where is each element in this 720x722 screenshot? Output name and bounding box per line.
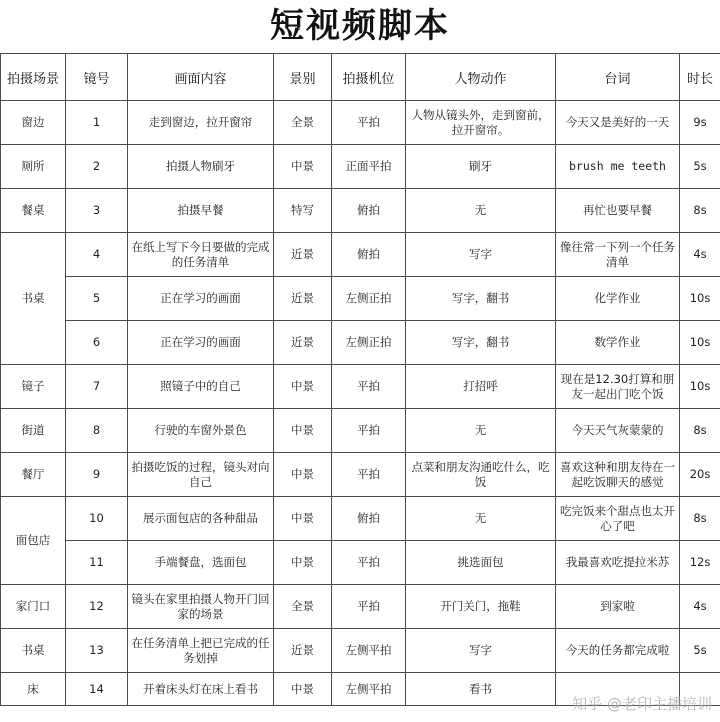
table-row xyxy=(1,145,720,189)
camera-cell: 平拍 xyxy=(332,585,406,629)
duration-cell: 20s xyxy=(680,453,720,497)
framing-cell: 中景 xyxy=(274,673,332,706)
duration-cell: 9s xyxy=(680,101,720,145)
framing-cell: 近景 xyxy=(274,629,332,673)
line-cell: 数学作业 xyxy=(556,321,680,365)
framing-cell: 中景 xyxy=(274,145,332,189)
table-row xyxy=(1,277,720,321)
duration-cell: 10s xyxy=(680,321,720,365)
camera-cell: 平拍 xyxy=(332,409,406,453)
content-cell: 行驶的车窗外景色 xyxy=(128,409,274,453)
framing-cell: 中景 xyxy=(274,453,332,497)
duration-cell: 4s xyxy=(680,233,720,277)
header-content: 画面内容 xyxy=(128,54,274,101)
header-camera: 拍摄机位 xyxy=(332,54,406,101)
camera-cell: 左侧平拍 xyxy=(332,629,406,673)
duration-cell: 8s xyxy=(680,189,720,233)
camera-cell: 平拍 xyxy=(332,365,406,409)
line-cell: 今天天气灰蒙蒙的 xyxy=(556,409,680,453)
action-cell: 刷牙 xyxy=(406,145,556,189)
content-cell: 走到窗边，拉开窗帘 xyxy=(128,101,274,145)
framing-cell: 近景 xyxy=(274,321,332,365)
table-row xyxy=(1,321,720,365)
content-cell: 拍摄人物刷牙 xyxy=(128,145,274,189)
content-cell: 照镜子中的自己 xyxy=(128,365,274,409)
shot-cell: 2 xyxy=(66,145,128,189)
page-title: 短视频脚本 xyxy=(270,6,450,46)
watermark: 知乎 @老印主播培训 xyxy=(572,695,712,713)
camera-cell: 平拍 xyxy=(332,541,406,585)
line-cell: 我最喜欢吃提拉米苏 xyxy=(556,541,680,585)
framing-cell: 中景 xyxy=(274,365,332,409)
line-cell: 吃完饭来个甜点也太开心了吧 xyxy=(556,497,680,541)
line-cell: 到家啦 xyxy=(556,585,680,629)
shot-cell: 9 xyxy=(66,453,128,497)
framing-cell: 中景 xyxy=(274,541,332,585)
content-cell: 正在学习的画面 xyxy=(128,321,274,365)
shot-cell: 14 xyxy=(66,673,128,706)
table-row xyxy=(1,409,720,453)
framing-cell: 全景 xyxy=(274,101,332,145)
scene-cell: 书桌 xyxy=(1,233,66,365)
duration-cell: 8s xyxy=(680,409,720,453)
table-row xyxy=(1,233,720,277)
framing-cell: 全景 xyxy=(274,585,332,629)
action-cell: 写字，翻书 xyxy=(406,277,556,321)
script-table xyxy=(0,53,720,706)
duration-cell: 5s xyxy=(680,629,720,673)
camera-cell: 左侧正拍 xyxy=(332,321,406,365)
camera-cell: 正面平拍 xyxy=(332,145,406,189)
action-cell: 写字 xyxy=(406,629,556,673)
scene-cell: 窗边 xyxy=(1,101,66,145)
action-cell: 点菜和朋友沟通吃什么，吃饭 xyxy=(406,453,556,497)
header-line: 台词 xyxy=(556,54,680,101)
action-cell: 无 xyxy=(406,409,556,453)
shot-cell: 4 xyxy=(66,233,128,277)
scene-cell: 厕所 xyxy=(1,145,66,189)
action-cell: 写字，翻书 xyxy=(406,321,556,365)
scene-cell: 餐桌 xyxy=(1,189,66,233)
content-cell: 镜头在家里拍摄人物开门回家的场景 xyxy=(128,585,274,629)
action-cell: 写字 xyxy=(406,233,556,277)
scene-cell: 书桌 xyxy=(1,629,66,673)
content-cell: 在任务清单上把已完成的任务划掉 xyxy=(128,629,274,673)
table-row xyxy=(1,541,720,585)
scene-cell: 镜子 xyxy=(1,365,66,409)
table-row xyxy=(1,585,720,629)
table-row xyxy=(1,629,720,673)
scene-cell: 街道 xyxy=(1,409,66,453)
scene-cell: 面包店 xyxy=(1,497,66,585)
framing-cell: 中景 xyxy=(274,497,332,541)
action-cell: 开门关门，拖鞋 xyxy=(406,585,556,629)
content-cell: 展示面包店的各种甜品 xyxy=(128,497,274,541)
framing-cell: 中景 xyxy=(274,409,332,453)
scene-cell: 家门口 xyxy=(1,585,66,629)
content-cell: 正在学习的画面 xyxy=(128,277,274,321)
duration-cell: 4s xyxy=(680,585,720,629)
header-row xyxy=(1,54,720,101)
action-cell: 无 xyxy=(406,497,556,541)
line-cell: 喜欢这种和朋友待在一起吃饭聊天的感觉 xyxy=(556,453,680,497)
shot-cell: 13 xyxy=(66,629,128,673)
shot-cell: 10 xyxy=(66,497,128,541)
table-row xyxy=(1,497,720,541)
camera-cell: 平拍 xyxy=(332,453,406,497)
line-cell: 现在是12.30打算和朋友一起出门吃个饭 xyxy=(556,365,680,409)
header-duration: 时长 xyxy=(680,54,720,101)
shot-cell: 11 xyxy=(66,541,128,585)
line-cell: 今天的任务都完成啦 xyxy=(556,629,680,673)
shot-cell: 1 xyxy=(66,101,128,145)
shot-cell: 8 xyxy=(66,409,128,453)
framing-cell: 近景 xyxy=(274,233,332,277)
camera-cell: 左侧平拍 xyxy=(332,673,406,706)
table-row xyxy=(1,189,720,233)
action-cell: 无 xyxy=(406,189,556,233)
camera-cell: 俯拍 xyxy=(332,497,406,541)
action-cell: 打招呼 xyxy=(406,365,556,409)
duration-cell: 10s xyxy=(680,365,720,409)
duration-cell: 5s xyxy=(680,145,720,189)
camera-cell: 平拍 xyxy=(332,101,406,145)
table-row xyxy=(1,453,720,497)
shot-cell: 5 xyxy=(66,277,128,321)
line-cell: 今天又是美好的一天 xyxy=(556,101,680,145)
camera-cell: 左侧正拍 xyxy=(332,277,406,321)
camera-cell: 俯拍 xyxy=(332,233,406,277)
content-cell: 开着床头灯在床上看书 xyxy=(128,673,274,706)
line-cell: 化学作业 xyxy=(556,277,680,321)
action-cell: 人物从镜头外，走到窗前，拉开窗帘。 xyxy=(406,101,556,145)
header-scene: 拍摄场景 xyxy=(1,54,66,101)
header-action: 人物动作 xyxy=(406,54,556,101)
duration-cell: 10s xyxy=(680,277,720,321)
table-row xyxy=(1,365,720,409)
content-cell: 拍摄吃饭的过程，镜头对向自己 xyxy=(128,453,274,497)
scene-cell: 餐厅 xyxy=(1,453,66,497)
shot-cell: 3 xyxy=(66,189,128,233)
line-cell: 像往常一下列一个任务清单 xyxy=(556,233,680,277)
table-row xyxy=(1,101,720,145)
camera-cell: 俯拍 xyxy=(332,189,406,233)
shot-cell: 12 xyxy=(66,585,128,629)
framing-cell: 特写 xyxy=(274,189,332,233)
content-cell: 拍摄早餐 xyxy=(128,189,274,233)
header-framing: 景别 xyxy=(274,54,332,101)
framing-cell: 近景 xyxy=(274,277,332,321)
shot-cell: 6 xyxy=(66,321,128,365)
duration-cell: 8s xyxy=(680,497,720,541)
action-cell: 挑选面包 xyxy=(406,541,556,585)
line-cell: 再忙也要早餐 xyxy=(556,189,680,233)
duration-cell: 12s xyxy=(680,541,720,585)
content-cell: 手端餐盘，选面包 xyxy=(128,541,274,585)
header-shot: 镜号 xyxy=(66,54,128,101)
action-cell: 看书 xyxy=(406,673,556,706)
shot-cell: 7 xyxy=(66,365,128,409)
scene-cell: 床 xyxy=(1,673,66,706)
content-cell: 在纸上写下今日要做的完成的任务清单 xyxy=(128,233,274,277)
line-cell: brush me teeth xyxy=(556,145,680,189)
